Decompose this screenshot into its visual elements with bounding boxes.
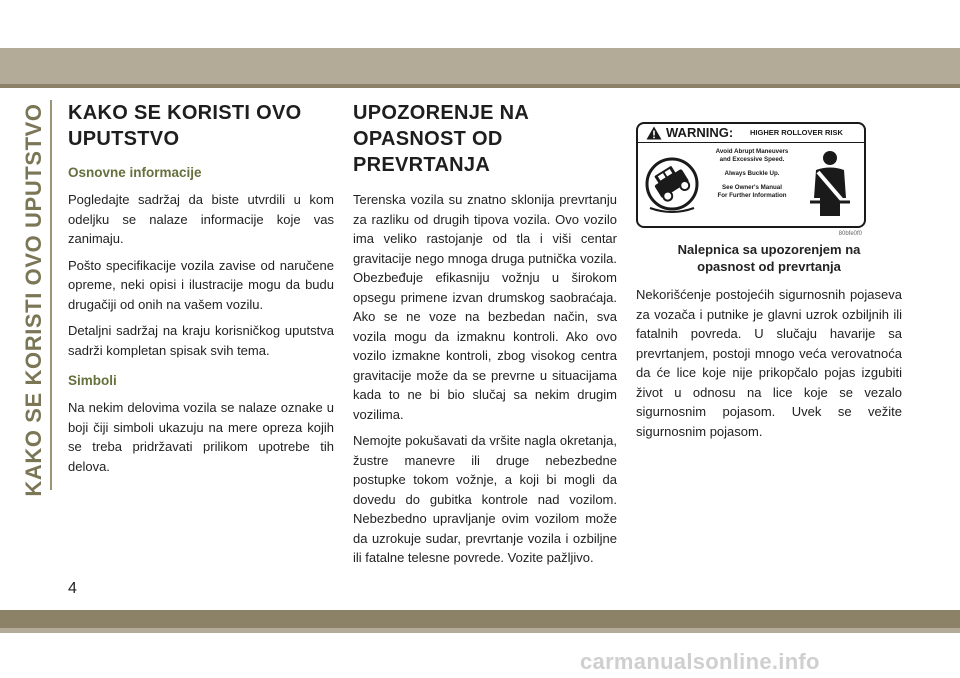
image-code: 80bfe0f0 xyxy=(838,231,862,237)
warning-line: Avoid Abrupt Maneuvers xyxy=(715,148,789,155)
side-section-title xyxy=(21,103,47,496)
paragraph: Terenska vozila su znatno sklonija prevrtanju za razliku od drugih tipova vozila. Ovo vozilo ima veliko rastojanje od tla i viši centar gravitacije nego mnoga druga putnička vozila. Obezbeđuje efikasniju vožnju u širokom opsegu primene izvan drumskog saobraćaja. Ako se ne voze na bezbedan način, sva vozila mogu da izmaknu kontroli. Ako ovo vozilo izmakne kontroli, zbog visokog centra gravitacije može da se prevrne u situacijama kada to ne bi bio slučaj sa nekim drugim vozilima. xyxy=(353,192,617,422)
rollover-warning-label xyxy=(636,122,866,228)
section-title-rollover xyxy=(353,100,617,178)
warning-line: and Excessive Speed. xyxy=(719,156,785,163)
title-line: PREVRTANJA xyxy=(353,154,491,176)
page-number: 4 xyxy=(68,580,77,597)
image-caption xyxy=(636,241,902,275)
paragraph: Pošto specifikacije vozila zavise od naručene opreme, neki opisi i ilustracije mogu da budu drugačiji od onih na vašem vozilu. xyxy=(68,257,334,312)
column-warning-label xyxy=(636,100,902,448)
title-line: UPUTSTVO xyxy=(68,128,180,150)
paragraph: Detaljni sadržaj na kraju korisničkog uputstva sadrži kompletan spisak svih tema. xyxy=(68,323,334,358)
warning-risk-text: HIGHER ROLLOVER RISK xyxy=(750,128,843,137)
header-rule xyxy=(0,84,960,88)
warning-line: See Owner's Manual xyxy=(722,184,782,191)
side-title-text: KAKO SE KORISTI OVO UPUTSTVO xyxy=(21,103,46,497)
title-line: UPOZORENJE NA xyxy=(353,102,530,124)
paragraph: Na nekim delovima vozila se nalaze oznake u boji čiji simboli ukazuju na mere opreza kojih se treba pridržavati prilikom upotrebe tih delova. xyxy=(68,400,334,474)
title-line: OPASNOST OD xyxy=(353,128,503,150)
warning-line: Always Buckle Up. xyxy=(724,170,780,177)
warning-triangle-icon xyxy=(646,126,662,140)
column-rollover-warning xyxy=(353,100,617,575)
footer-rule xyxy=(0,628,960,633)
footer-watermark: carmanualsonline.info xyxy=(580,649,820,674)
rollover-vehicle-icon xyxy=(641,146,703,222)
warning-word: WARNING: xyxy=(666,125,734,140)
paragraph: Nekorišćenje postojećih sigurnosnih pojaseva za vozača i putnike je glavni uzrok ozbiljnih ili fatalnih povreda. U slučaju havarije sa prevrtanjem, postoji mnogo veća verovatnoća da će lice koje nije prikopčalo pojas izgubiti život u odnosu na lice koje se vezalo sigurnosnim pojasom. Uvek se vežite sigurnosnim pojasom. xyxy=(636,287,902,439)
subheading-symbols: Simboli xyxy=(68,373,117,388)
caption-line: opasnost od prevrtanja xyxy=(697,259,841,274)
caption-line: Nalepnica sa upozorenjem na xyxy=(677,242,861,257)
section-title-usage xyxy=(68,100,334,152)
paragraph: Pogledajte sadržaj da biste utvrdili u kom odeljku se nalaze informacije koje vas zanimaju. xyxy=(68,192,334,246)
warning-line: For Further Information xyxy=(717,192,787,199)
column-usage xyxy=(68,100,334,483)
warning-instructions xyxy=(704,148,800,200)
warning-header xyxy=(638,124,864,143)
seatbelt-icon xyxy=(800,146,860,222)
paragraph: Nemojte pokušavati da vršite nagla okretanja, žustre manevre ili druge nebezbedne postupke tokom vožnje, a koji bi mogli da dovedu do gubitka kontrole nad vozilom. Nebezbedno upravljanje ovim vozilom može da uzrokuje sudar, prevrtanje vozila i ozbiljne ili fatalne telesne povrede. Vozite pažljivo. xyxy=(353,433,617,565)
title-line: KAKO SE KORISTI OVO xyxy=(68,102,302,124)
footer-band xyxy=(0,610,960,628)
header-band xyxy=(0,48,960,84)
subheading-basic-info: Osnovne informacije xyxy=(68,165,202,180)
side-rule xyxy=(50,100,52,490)
